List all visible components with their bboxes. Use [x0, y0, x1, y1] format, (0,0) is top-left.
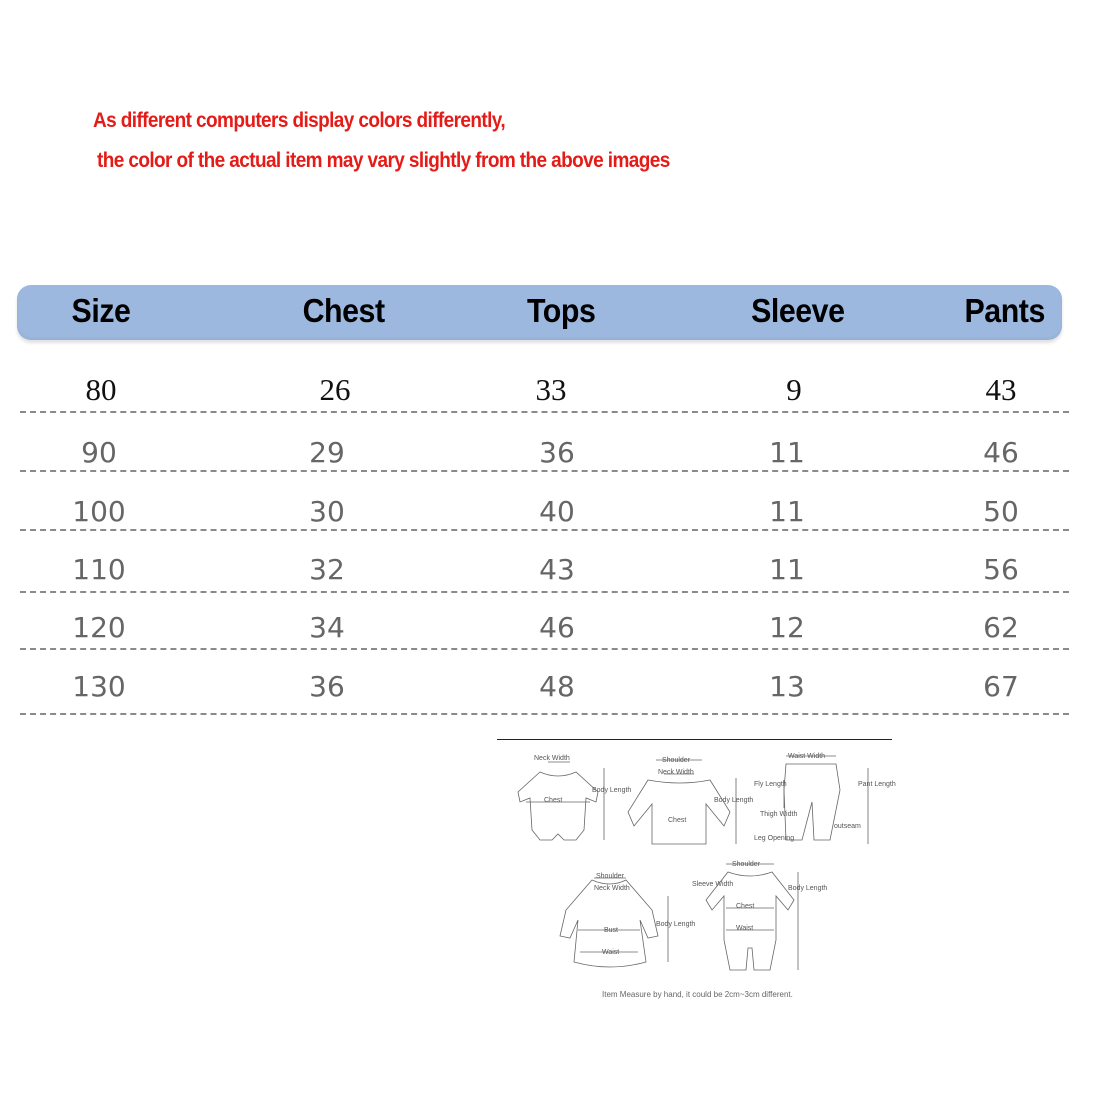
cell-sleeve: 12 — [769, 611, 805, 644]
label-waist-width: Waist Width — [788, 753, 826, 760]
cell-sleeve: 13 — [769, 670, 805, 703]
label-body-length: Body Length — [656, 921, 696, 928]
cell-chest: 29 — [309, 436, 345, 469]
row-divider — [20, 411, 1069, 413]
label-body-length: Body Length — [788, 885, 828, 892]
cell-sleeve: 9 — [786, 372, 802, 407]
label-body-length: Body Length — [714, 797, 754, 804]
measurement-diagram — [500, 740, 920, 1010]
header-size: Size — [71, 292, 131, 329]
cell-pants: 50 — [983, 495, 1019, 528]
cell-tops: 33 — [535, 372, 567, 407]
label-neck-width: Neck Width — [658, 769, 694, 776]
table-row — [0, 593, 1099, 651]
label-chest: Chest — [736, 903, 755, 910]
cell-size: 120 — [72, 611, 126, 644]
cell-pants: 43 — [985, 372, 1017, 407]
label-outseam: outseam — [834, 823, 861, 830]
table-row — [0, 652, 1099, 710]
cell-chest: 30 — [309, 495, 345, 528]
cell-pants: 62 — [983, 611, 1019, 644]
label-neck-width: Neck Width — [534, 755, 570, 762]
romper-sketch — [706, 864, 798, 970]
label-shoulder: Shoulder — [662, 757, 691, 764]
label-shoulder: Shoulder — [732, 861, 761, 868]
cell-size: 90 — [81, 436, 117, 469]
cell-tops: 40 — [539, 495, 575, 528]
cell-chest: 26 — [319, 372, 351, 407]
label-thigh-width: Thigh Width — [760, 811, 798, 818]
label-body-length: Body Length — [592, 787, 632, 794]
header-chest: Chest — [302, 292, 385, 329]
label-leg-opening: Leg Opening — [754, 835, 795, 842]
row-divider — [20, 529, 1069, 531]
label-waist: Waist — [602, 949, 620, 956]
cell-tops: 36 — [539, 436, 575, 469]
cell-sleeve: 11 — [769, 495, 805, 528]
cell-tops: 48 — [539, 670, 575, 703]
header-pants: Pants — [964, 292, 1045, 329]
cell-sleeve: 11 — [769, 436, 805, 469]
table-row — [0, 360, 1099, 418]
table-row — [0, 535, 1099, 593]
table-row — [0, 477, 1099, 535]
cell-size: 100 — [72, 495, 126, 528]
disclaimer-line-1: As different computers display colors differently, — [93, 108, 506, 133]
cell-pants: 67 — [983, 670, 1019, 703]
label-chest: Chest — [544, 797, 563, 804]
header-tops: Tops — [526, 292, 596, 329]
cell-tops: 46 — [539, 611, 575, 644]
cell-sleeve: 11 — [769, 553, 805, 586]
pants-sketch — [784, 756, 868, 844]
header-sleeve: Sleeve — [751, 292, 845, 329]
label-shoulder: Shoulder — [596, 873, 625, 880]
row-divider — [20, 648, 1069, 650]
cell-chest: 34 — [309, 611, 345, 644]
cell-chest: 32 — [309, 553, 345, 586]
cell-tops: 43 — [539, 553, 575, 586]
cell-size: 110 — [72, 553, 126, 586]
cell-chest: 36 — [309, 670, 345, 703]
label-pant-length: Pant Length — [858, 781, 896, 788]
table-row — [0, 418, 1099, 476]
row-divider — [20, 713, 1069, 715]
label-chest: Chest — [668, 817, 687, 824]
label-bust: Bust — [604, 927, 619, 934]
cell-pants: 56 — [983, 553, 1019, 586]
measurement-caption: Item Measure by hand, it could be 2cm~3cm different. — [602, 990, 793, 999]
label-neck-width: Neck Width — [594, 885, 630, 892]
disclaimer-line-2: the color of the actual item may vary slightly from the above images — [97, 149, 670, 173]
label-waist: Waist — [736, 925, 754, 932]
cell-size: 80 — [85, 372, 117, 407]
label-sleeve-width: Sleeve Width — [692, 881, 734, 888]
label-fly-length: Fly Length — [754, 781, 787, 788]
cell-size: 130 — [72, 670, 126, 703]
row-divider — [20, 470, 1069, 472]
cell-pants: 46 — [983, 436, 1019, 469]
